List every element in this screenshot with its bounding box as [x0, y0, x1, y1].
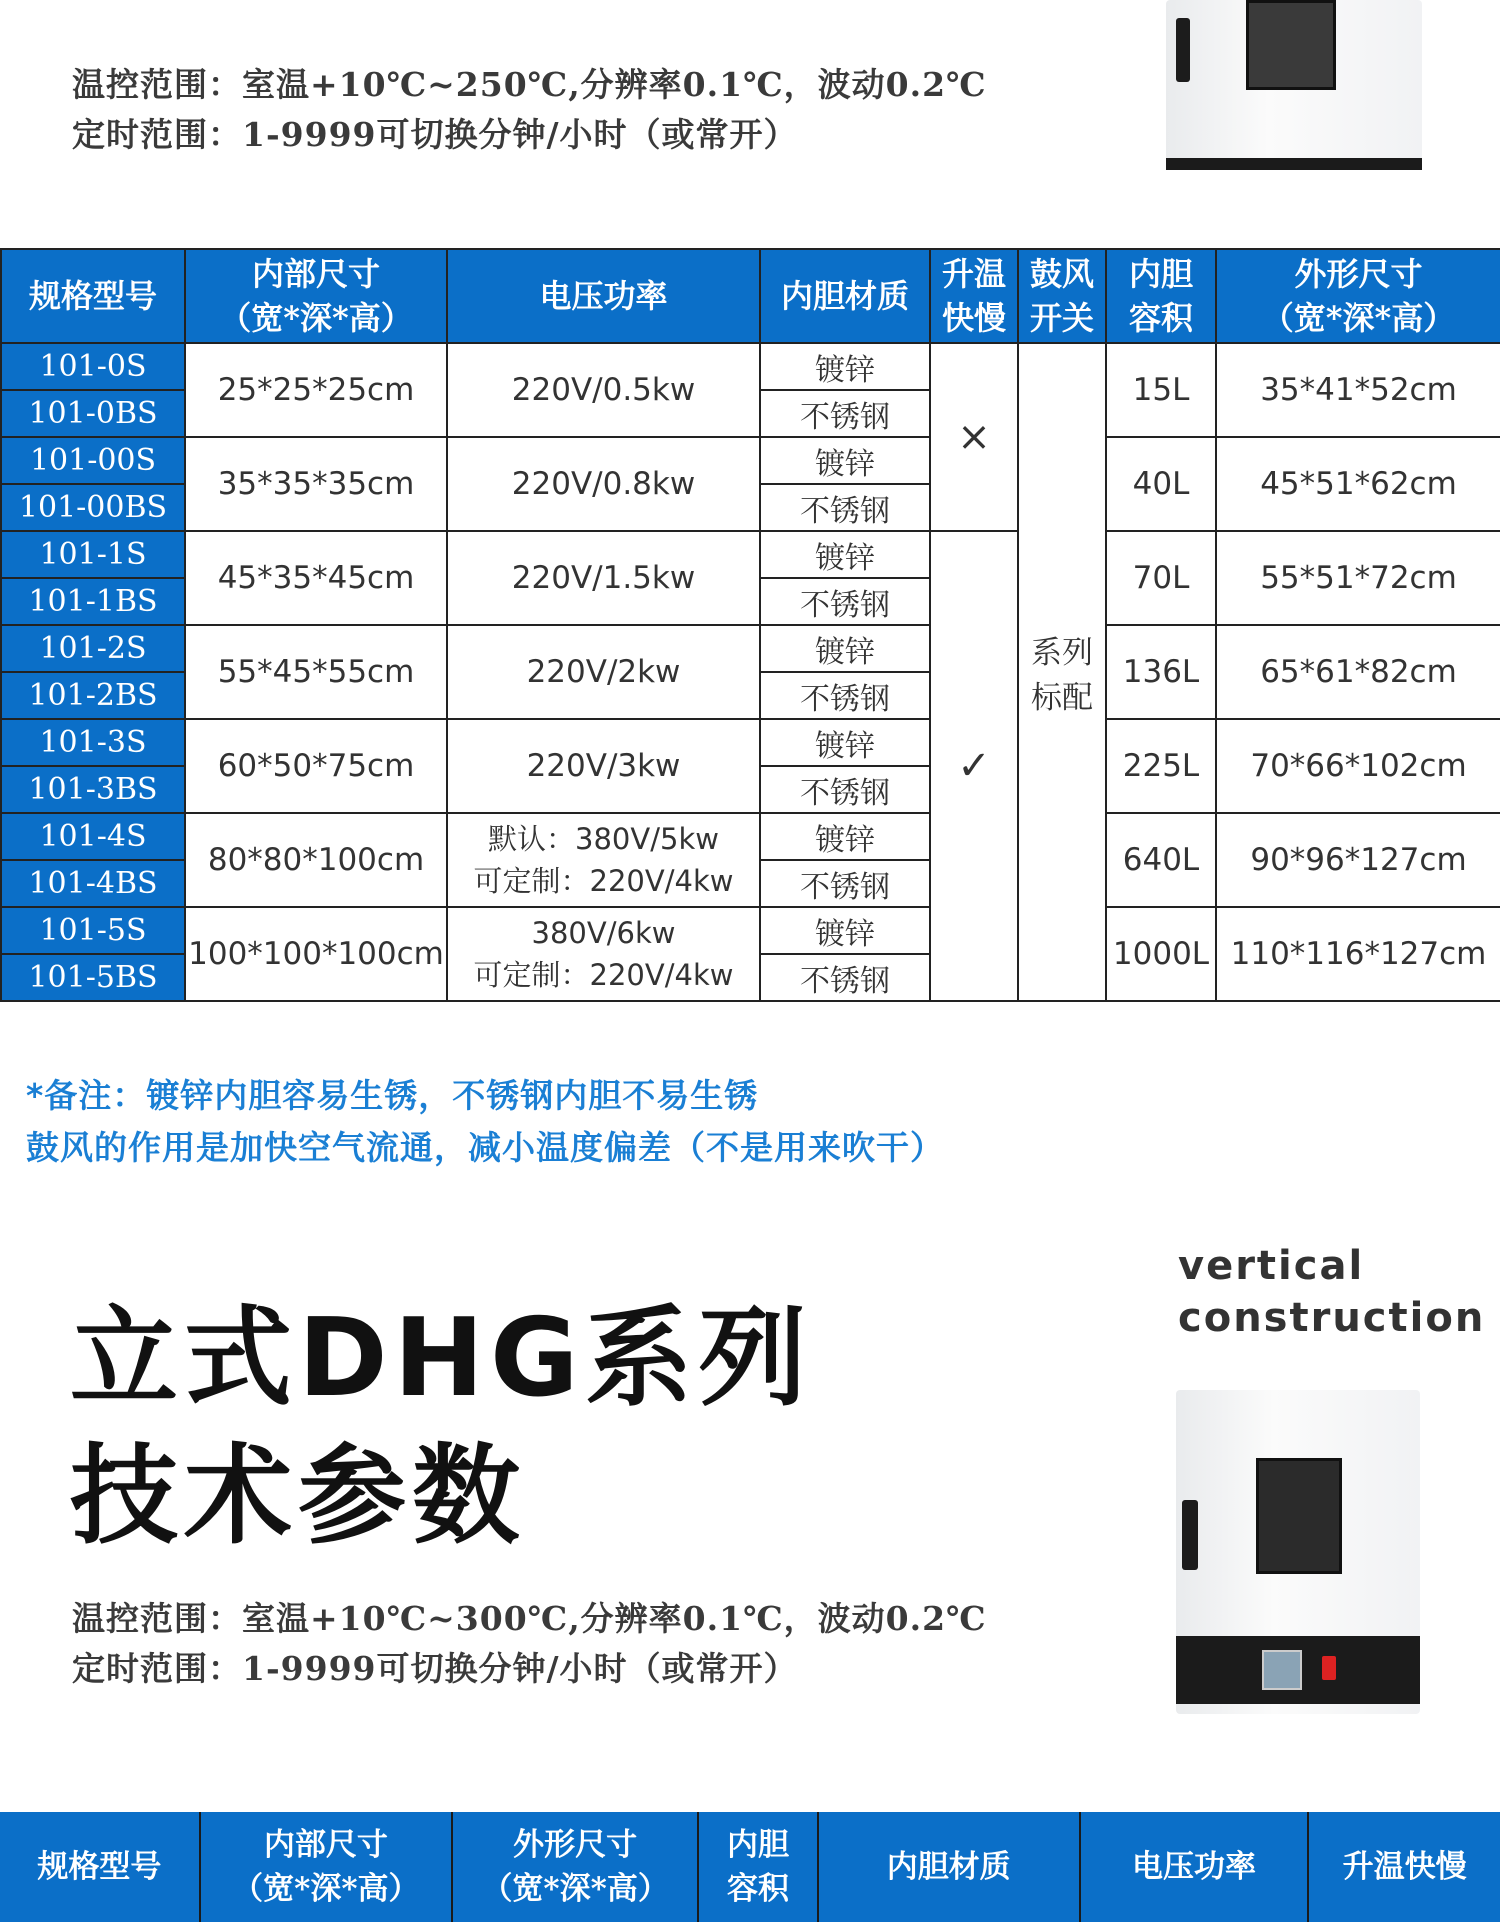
english-line-2: construction	[1178, 1295, 1486, 1341]
inner-size-cell: 35*35*35cm	[185, 437, 447, 531]
model-cell: 101-0S	[1, 343, 185, 390]
outer-size-cell: 110*116*127cm	[1216, 907, 1500, 1001]
material-cell: 不锈钢	[760, 766, 930, 813]
oven-image-dhg	[1176, 1390, 1420, 1714]
outer-size-cell: 65*61*82cm	[1216, 625, 1500, 719]
model-cell: 101-3BS	[1, 766, 185, 813]
heating-slow-cell: ×	[930, 343, 1018, 531]
material-cell: 镀锌	[760, 343, 930, 390]
model-cell: 101-1S	[1, 531, 185, 578]
spec-timer: 定时范围：1-9999可切换分钟/小时（或常开）	[72, 115, 798, 154]
inner-size-cell: 25*25*25cm	[185, 343, 447, 437]
model-cell: 101-00S	[1, 437, 185, 484]
material-cell: 不锈钢	[760, 860, 930, 907]
volume-cell: 15L	[1106, 343, 1216, 437]
header-power: 电压功率	[447, 249, 760, 343]
inner-size-cell: 55*45*55cm	[185, 625, 447, 719]
power-cell: 220V/1.5kw	[447, 531, 760, 625]
power-cell: 220V/0.5kw	[447, 343, 760, 437]
volume-cell: 70L	[1106, 531, 1216, 625]
table-row	[1, 531, 1500, 578]
table-row	[1, 343, 1500, 390]
header-inner-size: 内部尺寸 （宽*深*高）	[201, 1812, 453, 1922]
volume-cell: 225L	[1106, 719, 1216, 813]
model-cell: 101-2BS	[1, 672, 185, 719]
spec-table-dhg-header	[0, 1812, 1500, 1922]
header-power: 电压功率	[1081, 1812, 1309, 1922]
oven-control-panel	[1176, 1636, 1420, 1704]
model-cell: 101-4BS	[1, 860, 185, 907]
note-material: *备注：镀锌内胆容易生锈，不锈钢内胆不易生锈	[26, 1076, 759, 1115]
header-model: 规格型号	[0, 1812, 201, 1922]
material-cell: 镀锌	[760, 437, 930, 484]
outer-size-cell: 35*41*52cm	[1216, 343, 1500, 437]
material-cell: 不锈钢	[760, 484, 930, 531]
volume-cell: 136L	[1106, 625, 1216, 719]
header-volume: 内胆 容积	[1106, 249, 1216, 343]
power-cell: 220V/3kw	[447, 719, 760, 813]
spec-timer: 定时范围：1-9999可切换分钟/小时（或常开）	[72, 1649, 798, 1688]
material-cell: 不锈钢	[760, 954, 930, 1001]
header-heating: 升温快慢	[1342, 1849, 1467, 1885]
spec-table-101	[0, 248, 1500, 1002]
material-cell: 镀锌	[760, 625, 930, 672]
spec-block-101	[72, 60, 987, 160]
inner-size-cell: 100*100*100cm	[185, 907, 447, 1001]
oven-image-101	[1166, 0, 1422, 170]
english-caption	[1178, 1240, 1485, 1344]
header-heating: 升温 快慢	[930, 249, 1018, 343]
model-cell: 101-00BS	[1, 484, 185, 531]
model-cell: 101-5BS	[1, 954, 185, 1001]
header-volume: 内胆 容积	[699, 1812, 818, 1922]
table-row	[1, 625, 1500, 672]
note-fan: 鼓风的作用是加快空气流通，减小温度偏差（不是用来吹干）	[26, 1128, 944, 1167]
oven-base	[1166, 158, 1422, 170]
power-switch	[1322, 1656, 1336, 1680]
power-cell: 220V/2kw	[447, 625, 760, 719]
inner-size-cell: 45*35*45cm	[185, 531, 447, 625]
display-screen	[1262, 1650, 1302, 1690]
material-cell: 镀锌	[760, 531, 930, 578]
volume-cell: 1000L	[1106, 907, 1216, 1001]
table-notes	[26, 1070, 944, 1174]
title-line-1: 立式DHG系列	[70, 1296, 813, 1421]
material-cell: 不锈钢	[760, 672, 930, 719]
model-cell: 101-4S	[1, 813, 185, 860]
table-row	[1, 813, 1500, 860]
inner-size-cell: 80*80*100cm	[185, 813, 447, 907]
title-line-2: 技术参数	[70, 1434, 527, 1559]
header-material: 内胆材质	[760, 249, 930, 343]
model-cell: 101-3S	[1, 719, 185, 766]
header-inner-size: 内部尺寸 （宽*深*高）	[185, 249, 447, 343]
english-line-1: vertical	[1178, 1243, 1365, 1289]
model-cell: 101-5S	[1, 907, 185, 954]
fan-cell: 系列 标配	[1018, 343, 1106, 1001]
oven-window	[1246, 0, 1336, 90]
header-outer-size: 外形尺寸 （宽*深*高）	[1216, 249, 1500, 343]
section-title-dhg	[70, 1290, 813, 1566]
inner-size-cell: 60*50*75cm	[185, 719, 447, 813]
material-cell: 不锈钢	[760, 390, 930, 437]
material-cell: 镀锌	[760, 719, 930, 766]
spec-temperature: 温控范围：室温+10℃~300℃,分辨率0.1℃，波动0.2℃	[72, 1599, 987, 1638]
oven-handle	[1182, 1500, 1198, 1570]
material-cell: 镀锌	[760, 907, 930, 954]
volume-cell: 40L	[1106, 437, 1216, 531]
table-row	[1, 907, 1500, 954]
model-cell: 101-0BS	[1, 390, 185, 437]
header-fan: 鼓风 开关	[1018, 249, 1106, 343]
material-cell: 镀锌	[760, 813, 930, 860]
outer-size-cell: 55*51*72cm	[1216, 531, 1500, 625]
power-cell: 220V/0.8kw	[447, 437, 760, 531]
volume-cell: 640L	[1106, 813, 1216, 907]
header-material: 内胆材质	[819, 1812, 1081, 1922]
header-outer-size: 外形尺寸 （宽*深*高）	[453, 1812, 699, 1922]
spec-block-dhg	[72, 1594, 987, 1694]
power-cell: 380V/6kw 可定制：220V/4kw	[447, 907, 760, 1001]
material-cell: 不锈钢	[760, 578, 930, 625]
outer-size-cell: 45*51*62cm	[1216, 437, 1500, 531]
table-row	[1, 437, 1500, 484]
header-model: 规格型号	[1, 249, 185, 343]
outer-size-cell: 90*96*127cm	[1216, 813, 1500, 907]
outer-size-cell: 70*66*102cm	[1216, 719, 1500, 813]
model-cell: 101-1BS	[1, 578, 185, 625]
table-row	[1, 719, 1500, 766]
oven-window	[1256, 1458, 1342, 1574]
oven-handle	[1176, 18, 1190, 82]
spec-temperature: 温控范围：室温+10℃~250℃,分辨率0.1℃，波动0.2℃	[72, 65, 987, 104]
model-cell: 101-2S	[1, 625, 185, 672]
power-cell: 默认：380V/5kw 可定制：220V/4kw	[447, 813, 760, 907]
table-header-row	[1, 249, 1500, 343]
heating-fast-cell: ✓	[930, 531, 1018, 1001]
